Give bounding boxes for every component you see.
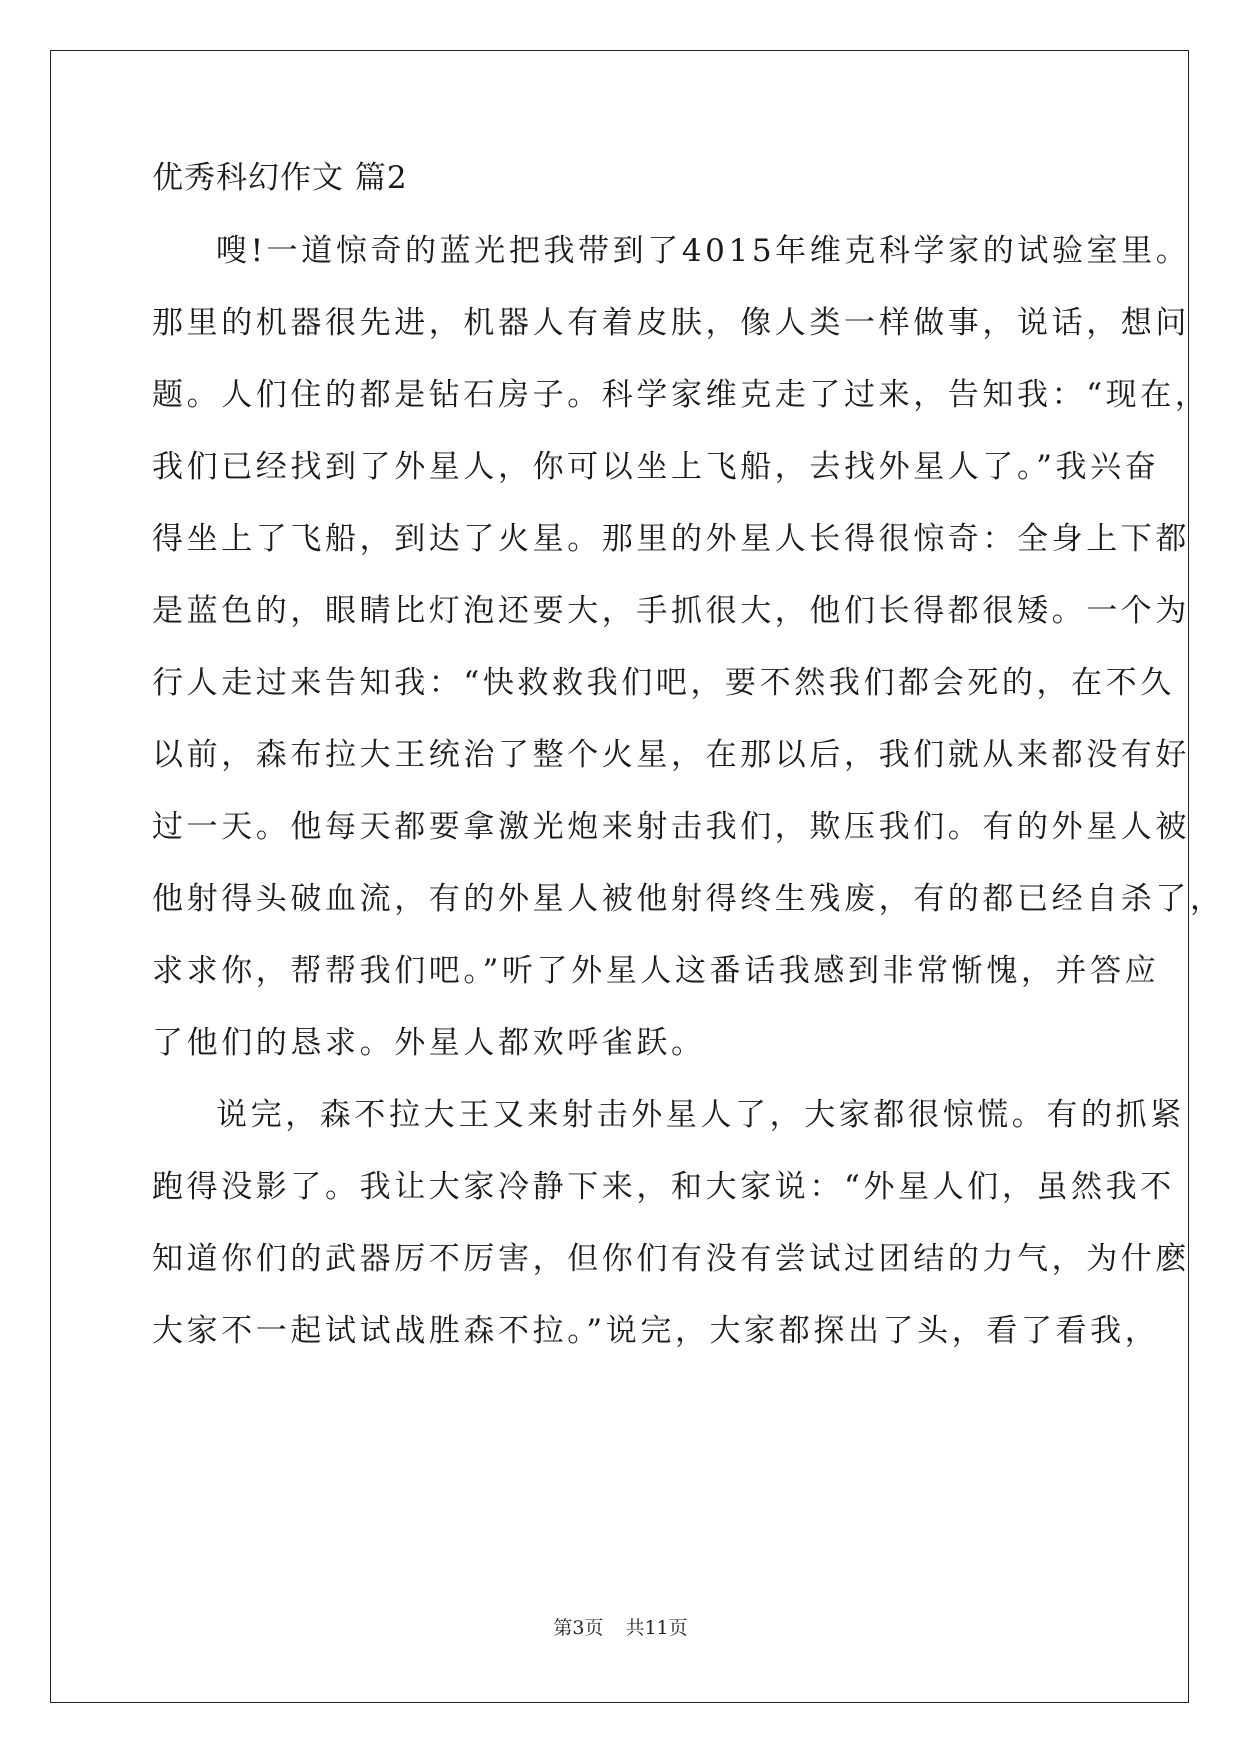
text-line: 嗖!一道惊奇的蓝光把我带到了4015年维克科学家的试验室里。 bbox=[216, 233, 1191, 269]
page-total: 共11页 bbox=[625, 1617, 688, 1639]
text-line: 过一天。他每天都要拿激光炮来射击我们，欺压我们。有的外星人被 bbox=[152, 809, 1190, 845]
text-line: 是蓝色的，眼睛比灯泡还要大，手抓很大，他们长得都很矮。一个为 bbox=[152, 593, 1190, 629]
text-line: 他射得头破血流，有的外星人被他射得终生残废，有的都已经自杀了， bbox=[152, 881, 1225, 917]
text-line: 了他们的恳求。外星人都欢呼雀跃。 bbox=[152, 1025, 706, 1061]
text-line: 说完，森不拉大王又来射击外星人了，大家都很惊慌。有的抓紧 bbox=[216, 1097, 1185, 1133]
section-heading: 优秀科幻作文 篇2 bbox=[152, 160, 408, 196]
text-line: 那里的机器很先进，机器人有着皮肤，像人类一样做事，说话，想问 bbox=[152, 305, 1190, 341]
page-footer bbox=[0, 1613, 1241, 1640]
text-line: 行人走过来告知我：“快救救我们吧，要不然我们都会死的，在不久 bbox=[152, 665, 1175, 701]
text-line: 我们已经找到了外星人，你可以坐上飞船，去找外星人了。”我兴奋 bbox=[152, 449, 1160, 485]
text-line: 大家不一起试试战胜森不拉。”说完，大家都探出了头，看了看我， bbox=[152, 1313, 1160, 1349]
text-line: 题。人们住的都是钻石房子。科学家维克走了过来，告知我：“现在， bbox=[152, 377, 1210, 413]
text-line: 求求你，帮帮我们吧。”听了外星人这番话我感到非常惭愧，并答应 bbox=[152, 953, 1160, 989]
text-line: 得坐上了飞船，到达了火星。那里的外星人长得很惊奇：全身上下都 bbox=[152, 521, 1190, 557]
text-line: 知道你们的武器厉不厉害，但你们有没有尝试过团结的力气，为什麽 bbox=[152, 1241, 1190, 1277]
page-number: 第3页 bbox=[553, 1617, 604, 1639]
text-line: 跑得没影了。我让大家冷静下来，和大家说：“外星人们，虽然我不 bbox=[152, 1169, 1175, 1205]
document-body bbox=[152, 160, 1225, 1351]
text-line: 以前，森布拉大王统治了整个火星，在那以后，我们就从来都没有好 bbox=[152, 737, 1190, 773]
